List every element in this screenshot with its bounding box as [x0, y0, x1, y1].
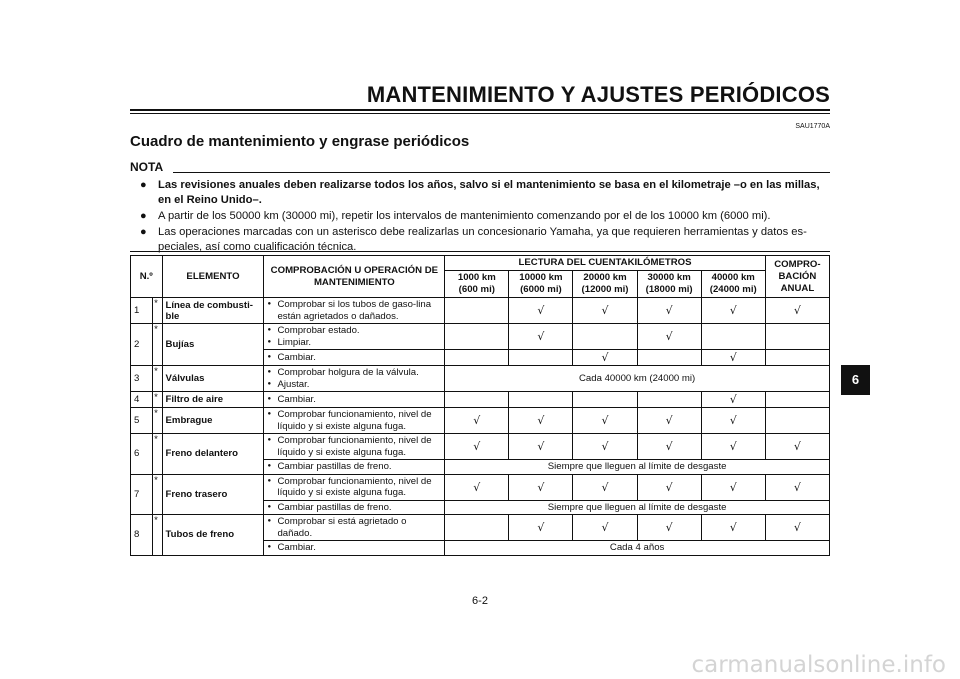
cell-annual — [765, 350, 829, 366]
cell-annual — [765, 324, 829, 350]
operation-item: ● Comprobar si está agrietado o dañado. — [267, 516, 441, 539]
nota-item — [140, 178, 830, 208]
page-header-title: MANTENIMIENTO Y AJUSTES PERIÓDICOS — [366, 82, 830, 107]
check-mark: √ — [509, 515, 573, 541]
nota-item-text: A partir de los 50000 km (30000 mi), repetir los intervalos de mantenimiento comenzando por el de los 10000 km (6000 mi). — [158, 210, 771, 222]
check-mark: √ — [701, 298, 765, 324]
row-num: 1 — [131, 298, 153, 324]
table-row — [131, 434, 830, 460]
header-element: ELEMENTO — [162, 256, 264, 298]
asterisk-mark: * — [153, 298, 162, 324]
asterisk-mark: * — [153, 434, 162, 475]
asterisk-mark: * — [153, 408, 162, 434]
row-num: 5 — [131, 408, 153, 434]
check-mark: √ — [637, 434, 701, 460]
cell-km-1000 — [445, 515, 509, 541]
check-mark: √ — [509, 474, 573, 500]
row-operation — [264, 460, 445, 475]
header-num: N.º — [131, 256, 163, 298]
check-mark: √ — [509, 324, 573, 350]
check-mark: √ — [509, 298, 573, 324]
chapter-tab: 6 — [841, 365, 870, 395]
nota-list — [140, 178, 830, 256]
cell-km-30000 — [637, 392, 701, 408]
cell-km-1000 — [445, 392, 509, 408]
check-mark: √ — [701, 392, 765, 408]
header-km-20000: 20000 km (12000 mi) — [573, 271, 637, 298]
row-num: 7 — [131, 474, 153, 515]
row-operation — [264, 500, 445, 515]
bullet-icon: ● — [140, 226, 147, 238]
check-mark: √ — [573, 298, 637, 324]
operation-item: ● Cambiar. — [267, 542, 441, 554]
check-mark: √ — [765, 434, 829, 460]
asterisk-mark: * — [153, 366, 162, 392]
watermark: carmanualsonline.info — [691, 652, 946, 678]
table-row — [131, 408, 830, 434]
check-mark: √ — [509, 408, 573, 434]
check-mark: √ — [445, 434, 509, 460]
nota-label: NOTA — [130, 160, 164, 174]
operation-item: ● Comprobar funcionamiento, nivel de líquido y si existe alguna fuga. — [267, 476, 441, 499]
row-num: 8 — [131, 515, 153, 556]
operation-item: ● Comprobar si los tubos de gaso-lina están agrietados o dañados. — [267, 299, 441, 322]
table-row — [131, 324, 830, 350]
check-mark: √ — [637, 324, 701, 350]
operation-item: ● Comprobar funcionamiento, nivel de líquido y si existe alguna fuga. — [267, 409, 441, 432]
row-operation — [264, 392, 445, 408]
row-element: Válvulas — [162, 366, 264, 392]
row-num: 2 — [131, 324, 153, 366]
row-operation — [264, 350, 445, 366]
table-row — [131, 515, 830, 541]
nota-item-text: Las operaciones marcadas con un asterisco debe realizarlas un concesionario Yamaha, ya que requieren herramientas y datos es-peciales, así como cualificación técnica. — [158, 226, 807, 253]
header-km-10000: 10000 km (6000 mi) — [509, 271, 573, 298]
row-operation — [264, 366, 445, 392]
row-element: Embrague — [162, 408, 264, 434]
operation-item: ● Comprobar funcionamiento, nivel de líquido y si existe alguna fuga. — [267, 435, 441, 458]
row-operation — [264, 515, 445, 541]
cell-km-1000 — [445, 298, 509, 324]
asterisk-mark: * — [153, 474, 162, 515]
row-element: Filtro de aire — [162, 392, 264, 408]
check-mark: √ — [701, 474, 765, 500]
table-row — [131, 474, 830, 500]
check-mark: √ — [701, 350, 765, 366]
row-element: Línea de combusti-ble — [162, 298, 264, 324]
row-num: 4 — [131, 392, 153, 408]
check-mark: √ — [509, 434, 573, 460]
check-mark: √ — [445, 474, 509, 500]
header-km-30000: 30000 km (18000 mi) — [637, 271, 701, 298]
asterisk-mark: * — [153, 515, 162, 556]
interval-note: Siempre que lleguen al límite de desgaste — [445, 500, 830, 515]
check-mark: √ — [765, 474, 829, 500]
section-title: Cuadro de mantenimiento y engrase periódicos — [130, 133, 470, 150]
cell-km-20000 — [573, 392, 637, 408]
check-mark: √ — [573, 434, 637, 460]
interval-note: Cada 40000 km (24000 mi) — [445, 366, 830, 392]
header-km-40000: 40000 km (24000 mi) — [701, 271, 765, 298]
maintenance-table — [130, 255, 830, 556]
reference-code: SAU1770A — [795, 123, 830, 130]
cell-annual — [765, 392, 829, 408]
asterisk-mark: * — [153, 324, 162, 366]
row-num: 6 — [131, 434, 153, 475]
row-operation — [264, 541, 445, 556]
row-operation — [264, 324, 445, 350]
cell-annual — [765, 408, 829, 434]
operation-item: ● Cambiar. — [267, 394, 441, 406]
check-mark: √ — [765, 515, 829, 541]
operation-item: ● Cambiar pastillas de freno. — [267, 502, 441, 514]
page-number: 6-2 — [472, 595, 488, 607]
row-num: 3 — [131, 366, 153, 392]
operation-item: ● Ajustar. — [267, 379, 441, 391]
cell-km-10000 — [509, 350, 573, 366]
check-mark: √ — [701, 408, 765, 434]
row-operation — [264, 474, 445, 500]
nota-item-text: Las revisiones anuales deben realizarse todos los años, salvo si el mantenimiento se basa en el kilometraje –o en las millas, en el Reino Unido–. — [158, 179, 820, 206]
interval-note: Cada 4 años — [445, 541, 830, 556]
nota-item — [140, 209, 830, 224]
check-mark: √ — [573, 408, 637, 434]
cell-km-1000 — [445, 324, 509, 350]
check-mark: √ — [637, 298, 701, 324]
check-mark: √ — [765, 298, 829, 324]
row-element: Bujías — [162, 324, 264, 366]
operation-item: ● Cambiar. — [267, 352, 441, 364]
check-mark: √ — [701, 515, 765, 541]
operation-item: ● Cambiar pastillas de freno. — [267, 461, 441, 473]
check-mark: √ — [701, 434, 765, 460]
header-operation: COMPROBACIÓN U OPERACIÓN DE MANTENIMIENTO — [264, 256, 445, 298]
header-annual: COMPRO-BACIÓN ANUAL — [765, 256, 829, 298]
row-operation — [264, 408, 445, 434]
table-row — [131, 298, 830, 324]
operation-item: ● Comprobar estado. — [267, 325, 441, 337]
asterisk-mark: * — [153, 392, 162, 408]
row-element: Freno delantero — [162, 434, 264, 475]
row-element: Freno trasero — [162, 474, 264, 515]
check-mark: √ — [637, 408, 701, 434]
table-header-row — [131, 256, 830, 271]
interval-note: Siempre que lleguen al límite de desgaste — [445, 460, 830, 475]
nota-rule — [173, 172, 830, 173]
header-km-1000: 1000 km (600 mi) — [445, 271, 509, 298]
bullet-icon: ● — [140, 210, 147, 222]
row-element: Tubos de freno — [162, 515, 264, 556]
header-rule — [130, 109, 830, 114]
row-operation — [264, 434, 445, 460]
table-row — [131, 366, 830, 392]
check-mark: √ — [637, 474, 701, 500]
header-odometer-group: LECTURA DEL CUENTAKILÓMETROS — [445, 256, 766, 271]
row-operation — [264, 298, 445, 324]
bullet-icon: ● — [140, 179, 147, 191]
cell-km-20000 — [573, 324, 637, 350]
check-mark: √ — [573, 515, 637, 541]
cell-km-40000 — [701, 324, 765, 350]
table-row — [131, 392, 830, 408]
operation-item: ● Limpiar. — [267, 337, 441, 349]
operation-item: ● Comprobar holgura de la válvula. — [267, 367, 441, 379]
check-mark: √ — [445, 408, 509, 434]
nota-bottom-rule — [130, 251, 830, 252]
check-mark: √ — [573, 350, 637, 366]
check-mark: √ — [573, 474, 637, 500]
cell-km-30000 — [637, 350, 701, 366]
cell-km-10000 — [509, 392, 573, 408]
cell-km-1000 — [445, 350, 509, 366]
check-mark: √ — [637, 515, 701, 541]
